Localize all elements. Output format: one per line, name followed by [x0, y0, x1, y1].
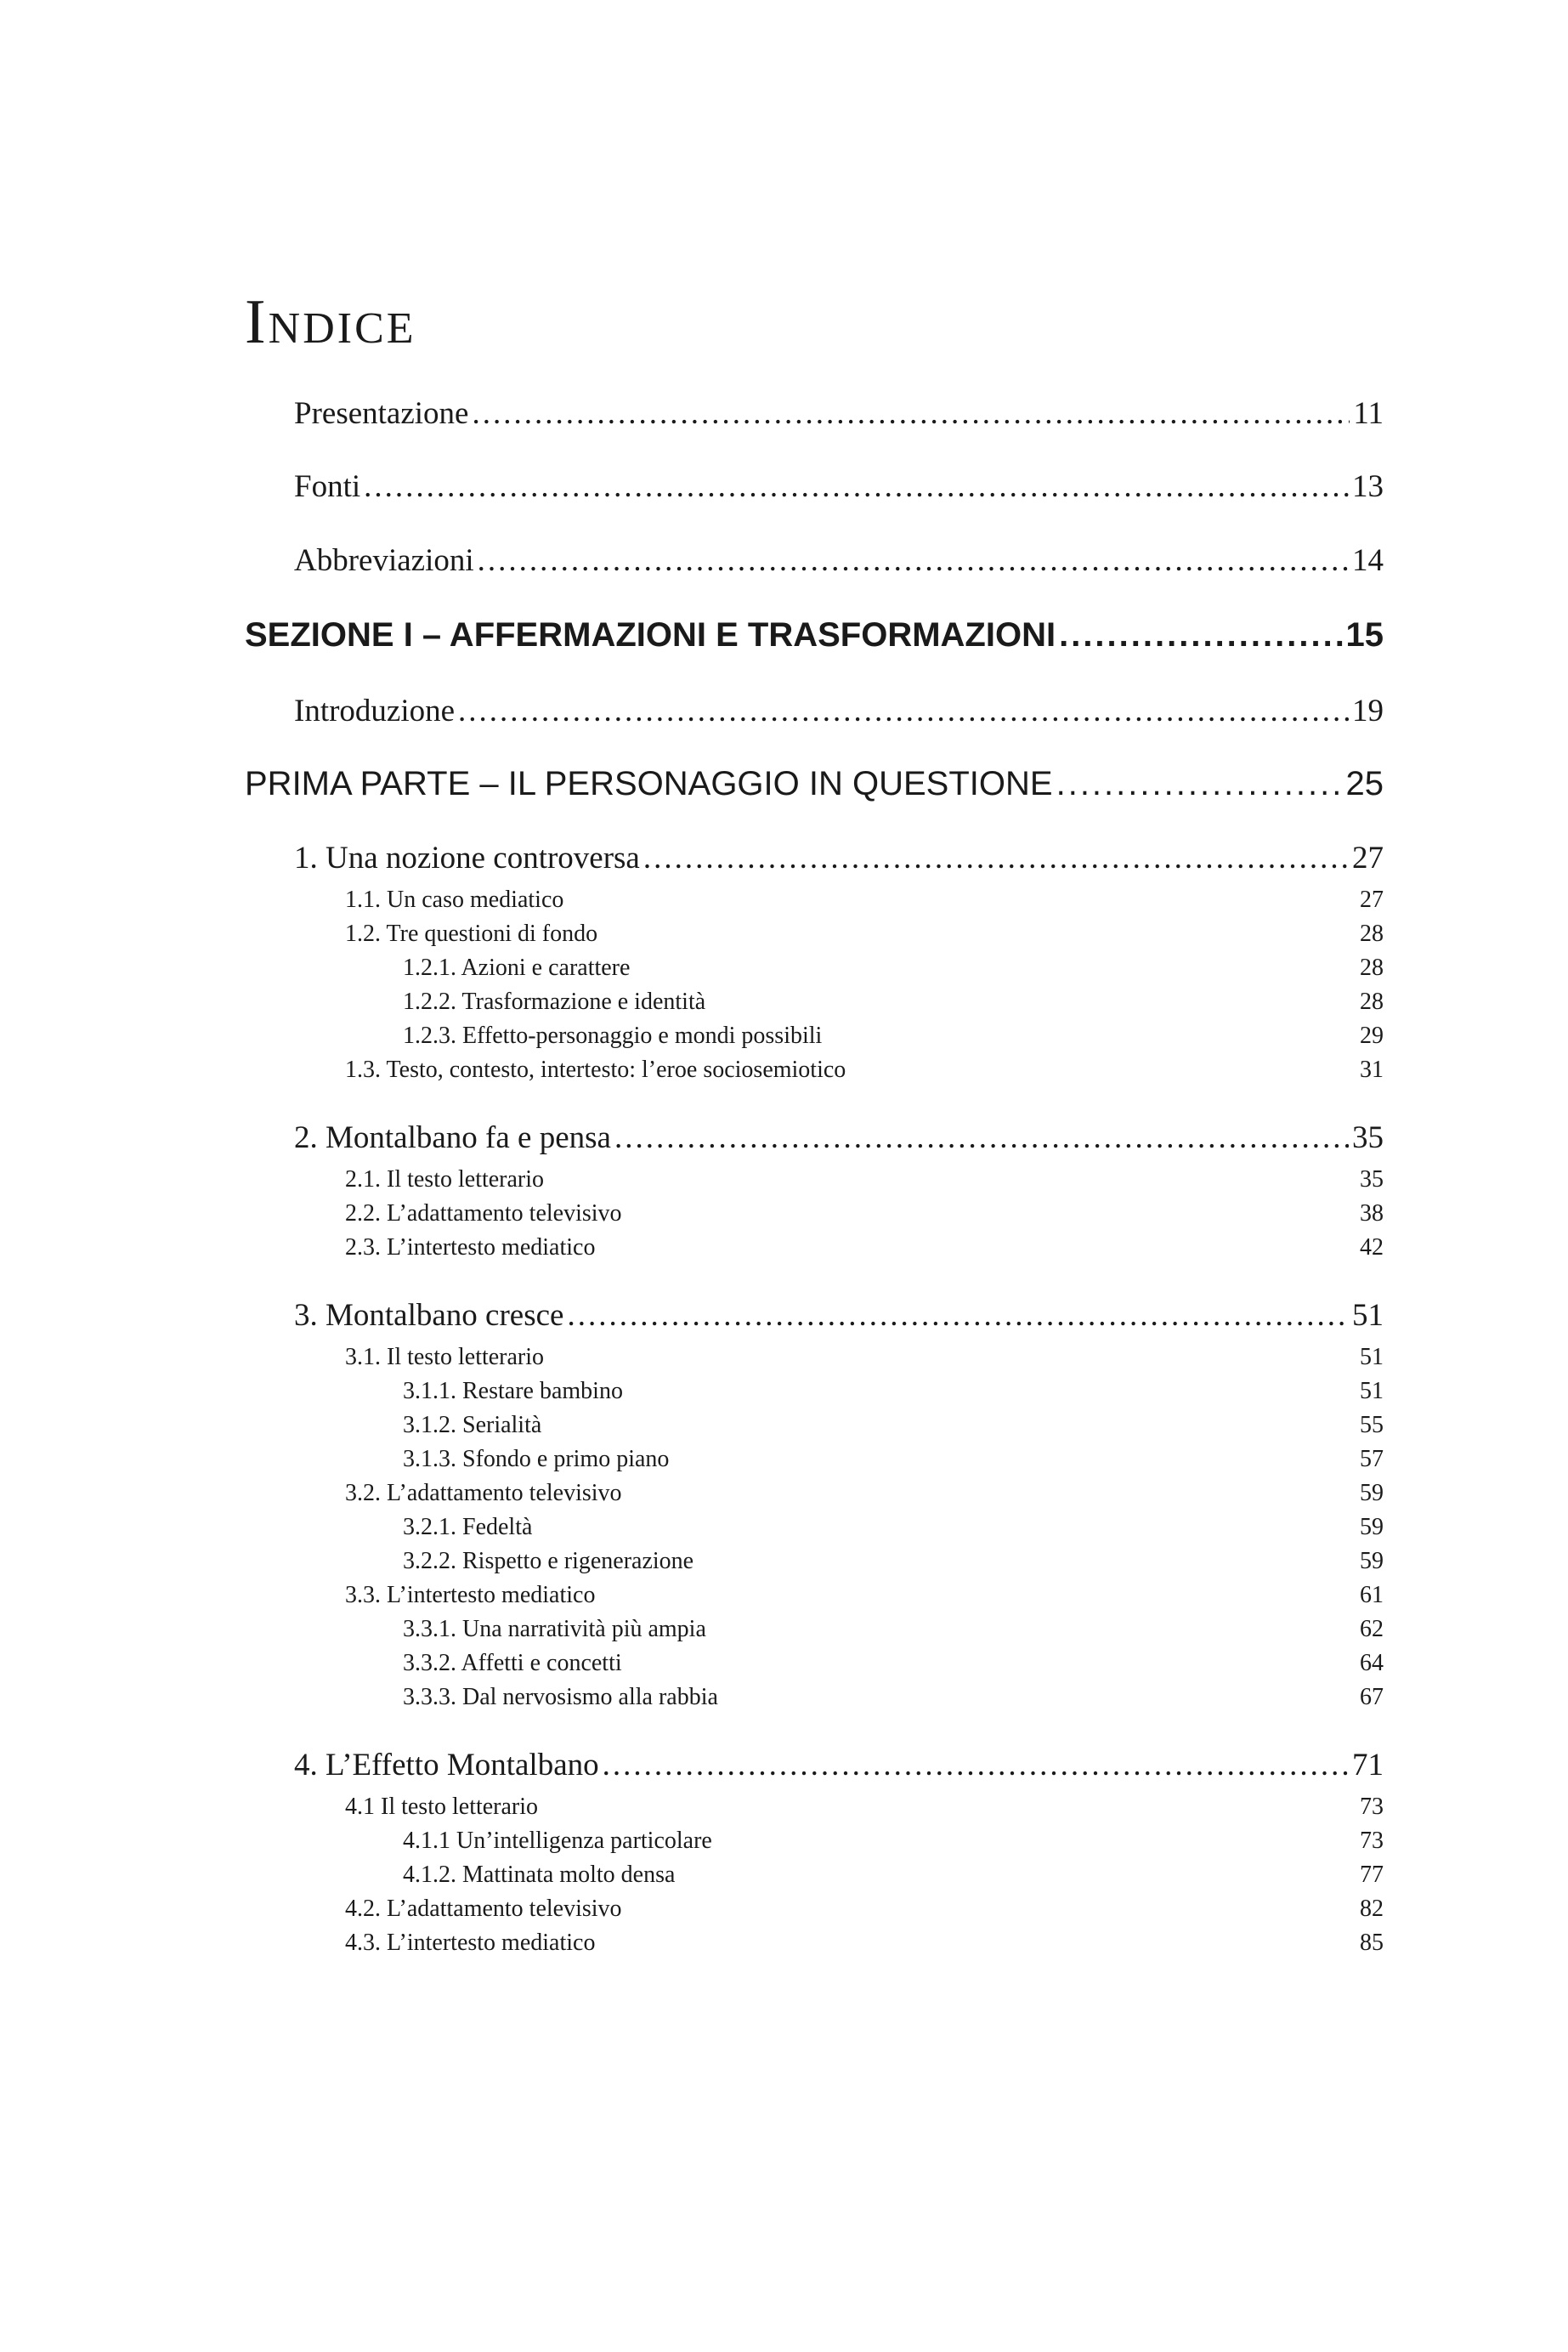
toc-entry-page: 51	[1352, 1298, 1384, 1333]
toc-entry-page: 27	[1352, 841, 1384, 876]
toc-entry-label: 3.1. Il testo letterario	[345, 1344, 545, 1370]
toc-entry-4-3[interactable]	[345, 1930, 1384, 1957]
toc-entry-label: 4.1.2. Mattinata molto densa	[403, 1862, 676, 1888]
toc-entry-2-2[interactable]	[345, 1200, 1384, 1227]
toc-entry-page: 25	[1345, 765, 1384, 802]
toc-entry-page: 82	[1360, 1896, 1384, 1922]
toc-entry-page: 28	[1360, 955, 1384, 981]
toc-entry-label: 2.2. L’adattamento televisivo	[345, 1200, 622, 1227]
toc-entry-3-1-2[interactable]	[403, 1412, 1384, 1439]
toc-entry-label: 1.3. Testo, contesto, intertesto: l’eroe sociosemiotico	[345, 1057, 846, 1083]
toc-entry-page: 73	[1360, 1794, 1384, 1820]
toc-entry-3-1-3[interactable]	[403, 1446, 1384, 1473]
leader-dots	[603, 1747, 1349, 1783]
toc-entry-label: 3.3. L’intertesto mediatico	[345, 1582, 596, 1608]
toc-entry-page: 71	[1352, 1748, 1384, 1782]
toc-entry-chapter-1[interactable]	[294, 840, 1384, 876]
toc-entry-page: 62	[1360, 1616, 1384, 1642]
toc-entry-1-2-3[interactable]	[403, 1023, 1384, 1050]
toc-entry-abbreviazioni[interactable]	[294, 542, 1384, 579]
toc-page	[245, 0, 1384, 2352]
toc-entry-3-1[interactable]	[345, 1344, 1384, 1371]
toc-entry-4-1-1[interactable]	[403, 1828, 1384, 1855]
toc-entry-page: 38	[1360, 1200, 1384, 1227]
toc-entry-1-1[interactable]	[345, 887, 1384, 914]
leader-dots	[472, 395, 1350, 432]
toc-entry-3-2[interactable]	[345, 1480, 1384, 1507]
leader-dots	[478, 542, 1349, 579]
toc-entry-page: 11	[1353, 396, 1384, 431]
toc-entry-page: 51	[1360, 1344, 1384, 1370]
toc-entry-label: 3.3.2. Affetti e concetti	[403, 1650, 622, 1676]
toc-entry-chapter-2[interactable]	[294, 1119, 1384, 1156]
toc-entry-page: 14	[1352, 543, 1384, 578]
toc-entry-page: 13	[1352, 469, 1384, 504]
toc-entry-4-1-2[interactable]	[403, 1862, 1384, 1889]
toc-entry-1-2-2[interactable]	[403, 989, 1384, 1016]
toc-entry-page: 51	[1360, 1378, 1384, 1404]
toc-entry-4-2[interactable]	[345, 1896, 1384, 1923]
leader-dots	[364, 468, 1349, 505]
toc-entry-label: 1.1. Un caso mediatico	[345, 887, 564, 913]
toc-entry-page: 42	[1360, 1234, 1384, 1261]
toc-entry-label: 3.3.1. Una narratività più ampia	[403, 1616, 706, 1642]
toc-entry-label: Abbreviazioni	[294, 543, 474, 578]
table-of-contents	[245, 0, 1384, 2352]
toc-entry-2-1[interactable]	[345, 1166, 1384, 1193]
toc-entry-label: 2. Montalbano fa e pensa	[294, 1120, 611, 1155]
toc-entry-page: 29	[1360, 1023, 1384, 1049]
toc-entry-page: 59	[1360, 1480, 1384, 1506]
toc-entry-1-2[interactable]	[345, 921, 1384, 948]
toc-entry-page: 55	[1360, 1412, 1384, 1438]
toc-entry-label: 4.1 Il testo letterario	[345, 1794, 539, 1820]
leader-dots	[643, 840, 1349, 876]
toc-entry-page: 57	[1360, 1446, 1384, 1472]
toc-entry-2-3[interactable]	[345, 1234, 1384, 1261]
toc-entry-page: 59	[1360, 1514, 1384, 1540]
toc-entry-label: 4.1.1 Un’intelligenza particolare	[403, 1828, 712, 1854]
toc-entry-3-3-2[interactable]	[403, 1650, 1384, 1677]
toc-entry-label: 2.3. L’intertesto mediatico	[345, 1234, 596, 1261]
toc-entry-label: 1.2.3. Effetto-personaggio e mondi possibili	[403, 1023, 823, 1049]
toc-entry-3-3[interactable]	[345, 1582, 1384, 1609]
toc-entry-section-1[interactable]	[245, 616, 1384, 655]
toc-entry-fonti[interactable]	[294, 468, 1384, 505]
toc-entry-page: 35	[1360, 1166, 1384, 1193]
toc-entry-page: 77	[1360, 1862, 1384, 1888]
toc-entry-label: 3.2. L’adattamento televisivo	[345, 1480, 622, 1506]
toc-entry-introduzione[interactable]	[294, 693, 1384, 729]
toc-entry-page: 27	[1360, 887, 1384, 913]
toc-entry-part-1[interactable]	[245, 765, 1384, 803]
toc-entry-label: 1.2.2. Trasformazione e identità	[403, 989, 706, 1015]
leader-dots	[567, 1297, 1349, 1334]
toc-entry-label: 1. Una nozione controversa	[294, 841, 640, 876]
toc-entry-label: Presentazione	[294, 396, 469, 431]
toc-entry-label: 1.2. Tre questioni di fondo	[345, 921, 598, 947]
toc-entry-1-3[interactable]	[345, 1057, 1384, 1084]
toc-entry-page: 61	[1360, 1582, 1384, 1608]
toc-entry-chapter-4[interactable]	[294, 1747, 1384, 1783]
toc-entry-label: 3.1.1. Restare bambino	[403, 1378, 623, 1404]
toc-entry-label: Introduzione	[294, 694, 456, 728]
toc-entry-label: 3.2.2. Rispetto e rigenerazione	[403, 1548, 694, 1574]
toc-entry-3-3-3[interactable]	[403, 1684, 1384, 1711]
leader-dots	[1056, 765, 1343, 803]
toc-entry-page: 31	[1360, 1057, 1384, 1083]
leader-dots	[458, 693, 1349, 729]
toc-entry-page: 73	[1360, 1828, 1384, 1854]
toc-entry-page: 59	[1360, 1548, 1384, 1574]
toc-entry-label: Fonti	[294, 469, 361, 504]
leader-dots	[614, 1119, 1349, 1156]
toc-entry-label: 3.2.1. Fedeltà	[403, 1514, 533, 1540]
toc-entry-label: 4. L’Effetto Montalbano	[294, 1748, 599, 1782]
toc-entry-page: 85	[1360, 1930, 1384, 1956]
toc-entry-presentazione[interactable]	[294, 395, 1384, 432]
toc-entry-page: 28	[1360, 989, 1384, 1015]
toc-entry-label: 3.1.2. Serialità	[403, 1412, 542, 1438]
leader-dots	[1059, 616, 1342, 655]
toc-entry-4-1[interactable]	[345, 1794, 1384, 1821]
toc-entry-label: SEZIONE I – AFFERMAZIONI E TRASFORMAZIONI	[245, 616, 1056, 654]
toc-entry-page: 67	[1360, 1684, 1384, 1710]
toc-entry-page: 64	[1360, 1650, 1384, 1676]
toc-entry-label: PRIMA PARTE – IL PERSONAGGIO IN QUESTIONE	[245, 765, 1053, 802]
toc-entry-page: 35	[1352, 1120, 1384, 1155]
toc-entry-chapter-3[interactable]	[294, 1297, 1384, 1334]
toc-entry-3-2-1[interactable]	[403, 1514, 1384, 1541]
toc-entry-label: 3. Montalbano cresce	[294, 1298, 564, 1333]
toc-entry-label: 1.2.1. Azioni e carattere	[403, 955, 631, 981]
toc-entry-page: 19	[1352, 694, 1384, 728]
page-title: Indice	[245, 287, 416, 357]
toc-entry-page: 15	[1345, 616, 1384, 654]
toc-entry-label: 2.1. Il testo letterario	[345, 1166, 545, 1193]
toc-entry-3-1-1[interactable]	[403, 1378, 1384, 1405]
toc-entry-label: 3.1.3. Sfondo e primo piano	[403, 1446, 670, 1472]
toc-entry-1-2-1[interactable]	[403, 955, 1384, 982]
toc-entry-3-2-2[interactable]	[403, 1548, 1384, 1575]
toc-entry-label: 4.2. L’adattamento televisivo	[345, 1896, 622, 1922]
toc-entry-label: 3.3.3. Dal nervosismo alla rabbia	[403, 1684, 718, 1710]
toc-entry-3-3-1[interactable]	[403, 1616, 1384, 1643]
toc-entry-page: 28	[1360, 921, 1384, 947]
toc-entry-label: 4.3. L’intertesto mediatico	[345, 1930, 596, 1956]
